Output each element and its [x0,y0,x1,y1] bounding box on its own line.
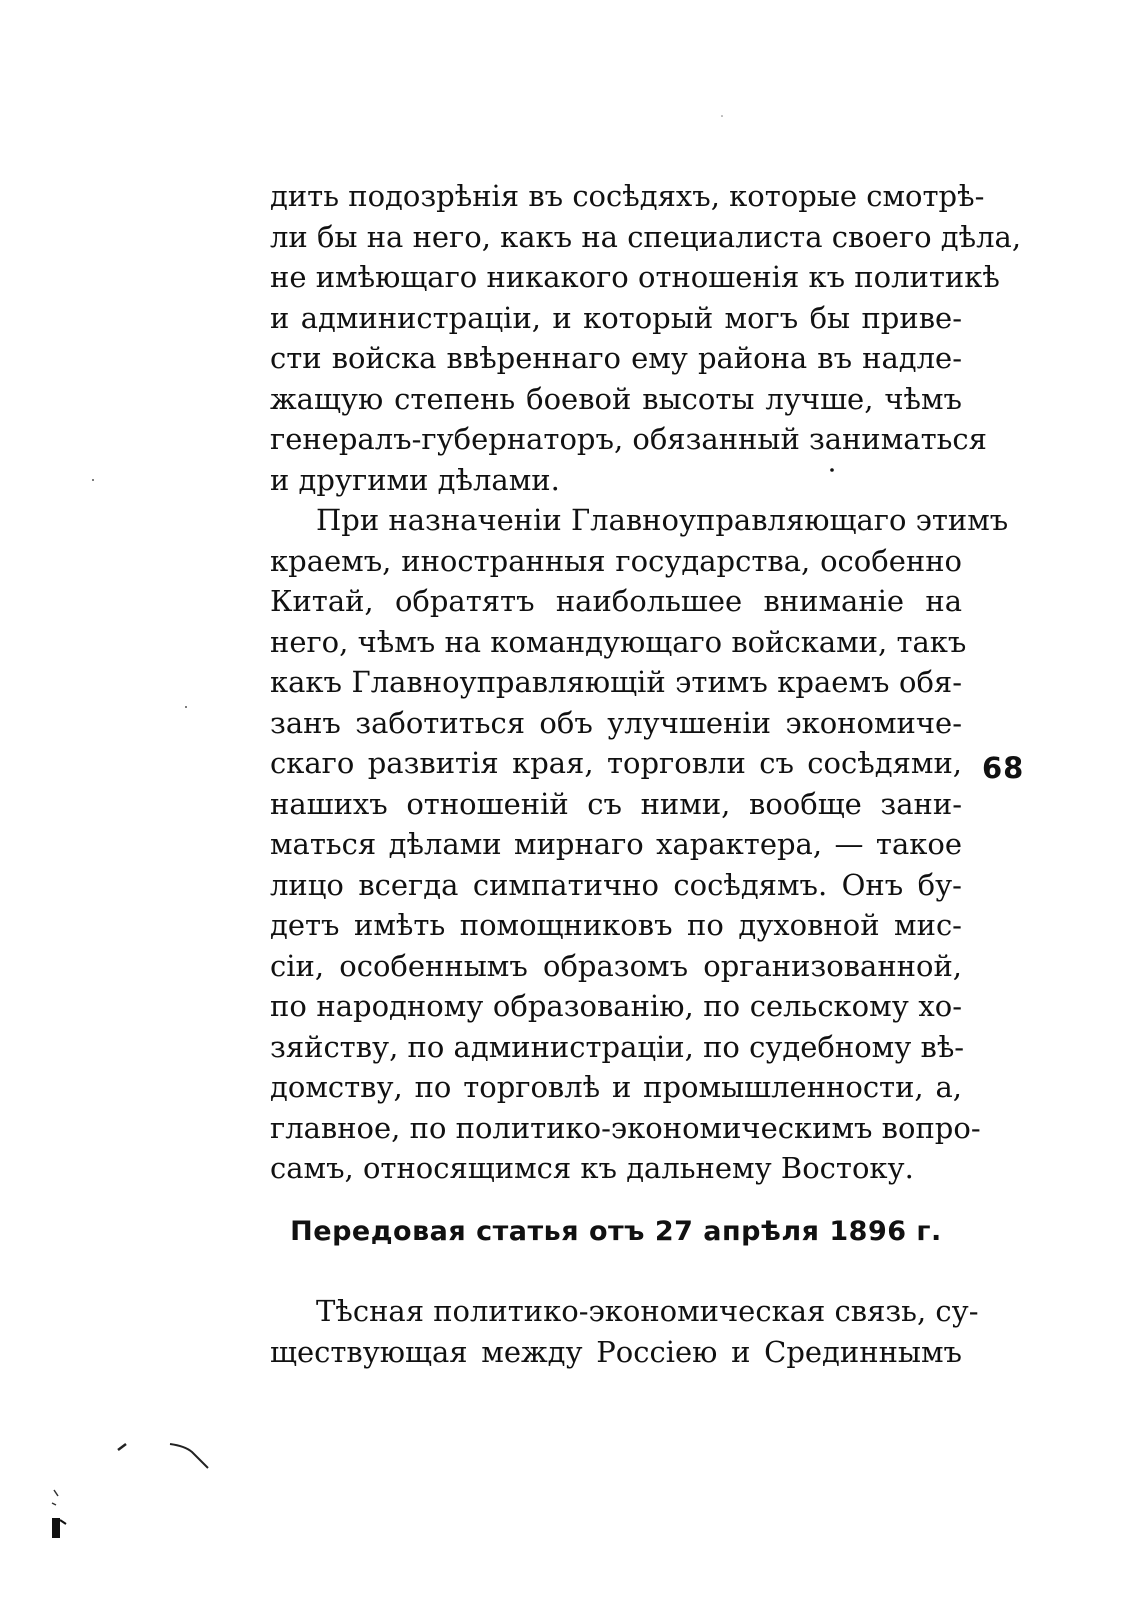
paragraph-2-line-16: главное, по политико-экономическимъ вопро- [270,1110,981,1145]
paragraph-2-line-17: самъ, относящимся къ дальнему Востоку. [270,1151,914,1185]
scan-stroke [52,1490,58,1505]
speck-dot [721,115,723,117]
paragraph-1-line-1: дить подозрѣнія въ сосѣдяхъ, которые смотрѣ- [270,179,985,213]
paragraph-2-line-7: скаго развитія края, торговли съ сосѣдями, [270,746,962,780]
paragraph-1-line-4: и администраціи, и который могъ бы приве- [270,300,962,335]
paragraph-2-line-10: лицо всегда симпатично сосѣдямъ. Онъ бу- [270,867,962,902]
paragraph-2-line-11: детъ имѣть помощниковъ по духовной мис- [270,908,962,942]
paragraph-2-line-14: зяйству, по администраціи, по судебному вѣ- [270,1029,965,1064]
paragraph-1-line-5: сти войска ввѣреннаго ему района въ надле- [270,341,962,375]
paragraph-2-line-12: сіи, особеннымъ образомъ организованной, [270,948,962,983]
paragraph-1-line-3: не имѣющаго никакого отношенія къ политикѣ [270,260,1000,294]
paragraph-2-line-15: домству, по торговлѣ и промышленности, а, [270,1070,962,1104]
paragraph-1-line-2: ли бы на него, какъ на специалиста своего дѣла, [270,219,1022,254]
speck-dot [92,479,94,481]
paragraph-1-line-8: и другими дѣлами. [270,462,560,497]
paragraph-3-line-1: Тѣсная политико-экономическая связь, су- [316,1294,979,1328]
paragraph-1-line-7: генералъ-губернаторъ, обязанный заниматься [270,422,987,456]
speck-dot [185,706,187,708]
paragraph-2-line-1: При назначеніи Главноуправляющаго этимъ [316,503,1009,537]
paragraph-2-line-8: нашихъ отношеній съ ними, вообще зани- [270,786,962,821]
paragraph-3-line-2: ществующая между Россіею и Срединнымъ [270,1334,962,1369]
speck-dot [830,468,834,472]
scan-stroke [170,1444,208,1468]
scan-blot [52,1518,60,1538]
article-heading: Передовая статья отъ 27 апрѣля 1896 г. [290,1216,942,1247]
paragraph-1-line-6: жащую степень боевой высоты лучше, чѣмъ [270,381,962,416]
page-number: 68 [982,751,1025,785]
scan-stroke [60,1520,66,1524]
paragraph-2-line-2: краемъ, иностранныя государства, особенно [270,543,962,578]
paragraph-2-line-6: занъ заботиться объ улучшеніи экономиче- [270,705,962,740]
paragraph-2-line-5: какъ Главноуправляющій этимъ краемъ обя- [270,665,962,699]
paragraph-2-line-13: по народному образованію, по сельскому хо- [270,989,962,1023]
paragraph-2-line-4: него, чѣмъ на командующаго войсками, такъ [270,624,967,659]
paragraph-2-line-9: маться дѣлами мирнаго характера, — такое [270,827,962,861]
scan-stroke [118,1444,126,1450]
paragraph-2-line-3: Китай, обратятъ наибольшее вниманіе на [270,584,962,618]
